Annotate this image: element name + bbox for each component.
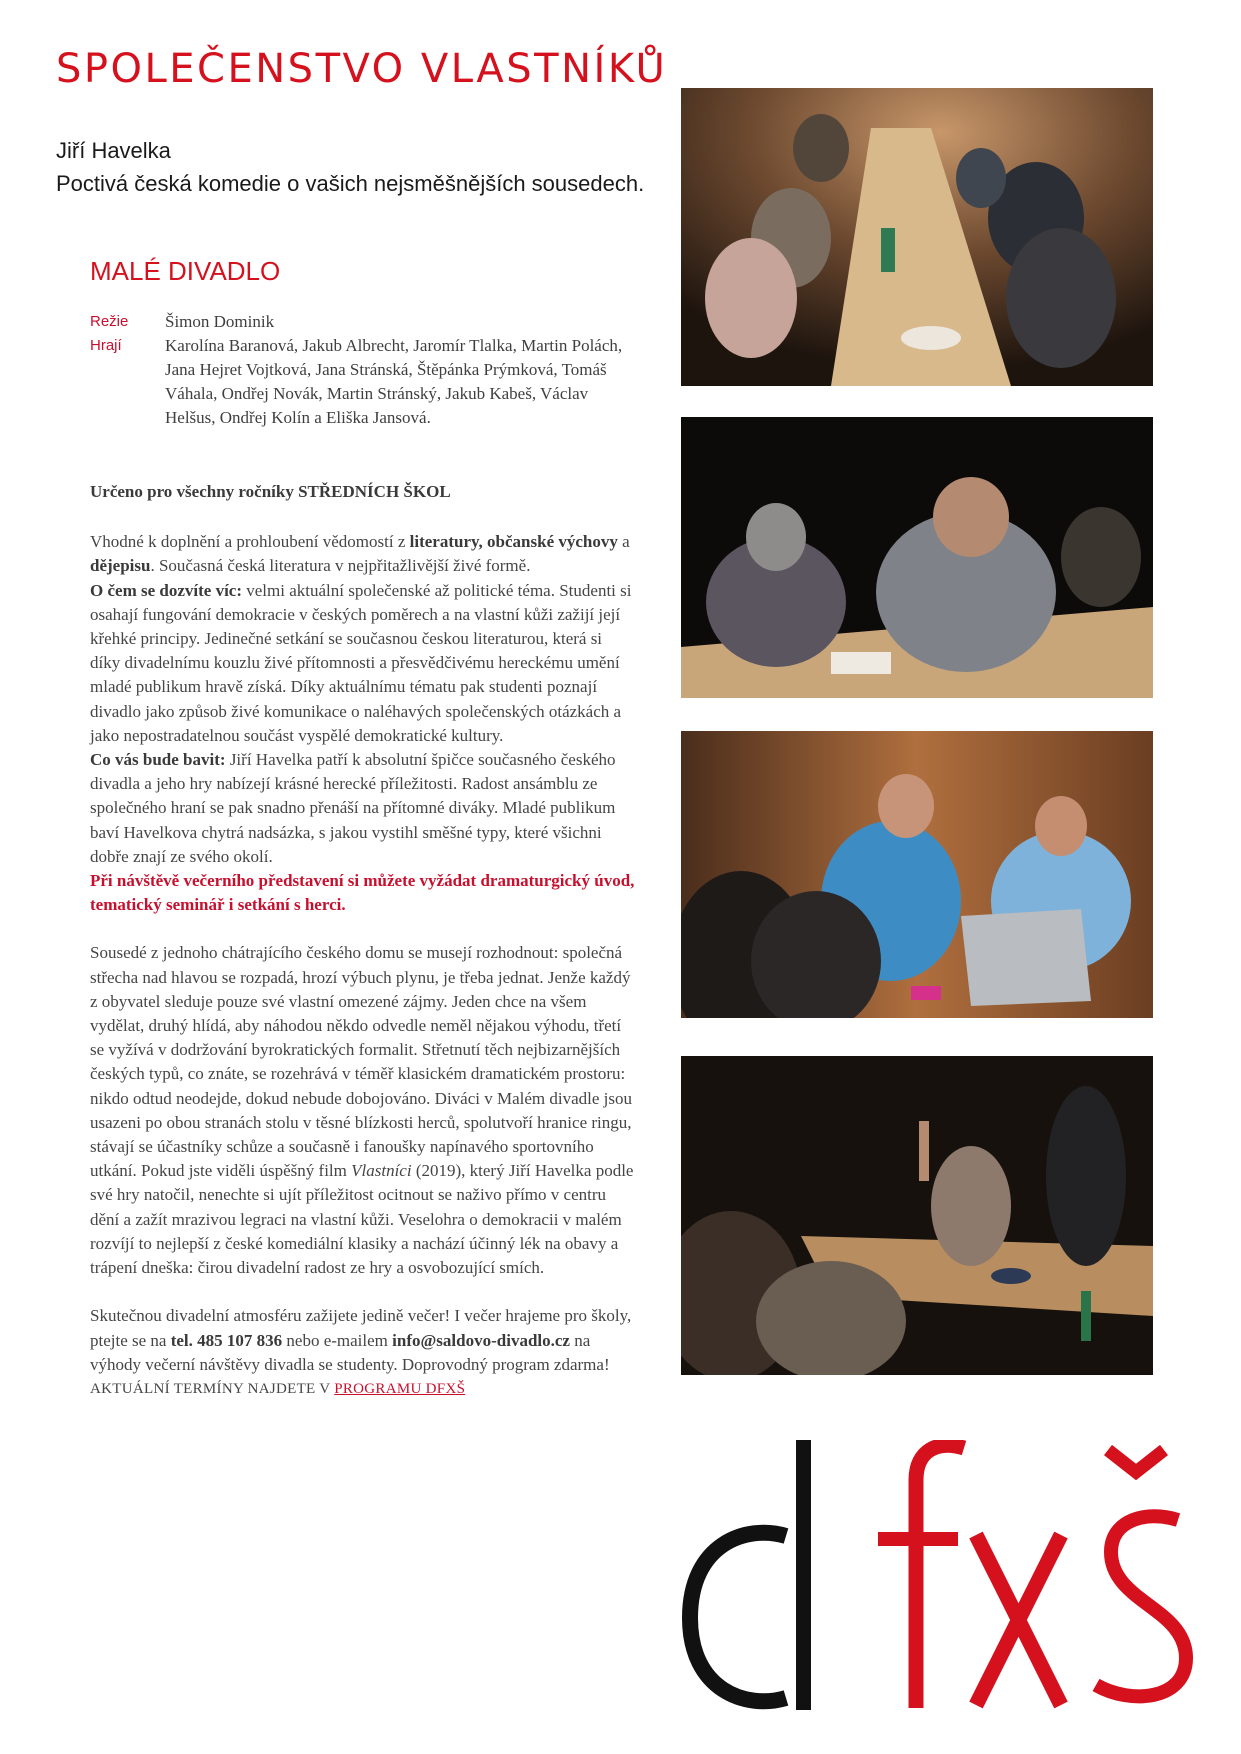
director-name: Šimon Dominik xyxy=(165,312,275,331)
credits xyxy=(90,310,630,430)
cast-list: Karolína Baranová, Jakub Albrecht, Jaromír Tlalka, Martin Polách, Jana Hejret Vojtková, Jana Stránská, Štěpánka Prýmková, Tomáš Váhala, Ondřej Novák, Martin Stránský, Jakub Kabeš, Václav Helšus, Ondřej Kolín a Eliška Jansová. xyxy=(165,336,623,427)
page-title: SPOLEČENSTVO VLASTNÍKŮ xyxy=(56,46,668,92)
fun-paragraph: Co vás bude bavit: Jiří Havelka patří k absolutní špičce současného českého divadla a jeho hry nabízejí krásné herecké příležitosti. Radost ansámblu ze společného hraní se pak snadno přenáší na přítomné diváky. Mladé publikum baví Havelkova chytrá nadsázka, s jakou vystihl směšné typy, které všichni dobře znají ze svého okolí. xyxy=(90,750,616,866)
cast-label: Hrají xyxy=(90,337,122,354)
program-link[interactable]: PROGRAMU DFXŠ xyxy=(334,1380,466,1397)
phone-number: tel. 485 107 836 xyxy=(170,1330,283,1350)
author: Jiří Havelka xyxy=(56,138,171,163)
photo-rehearsal-table xyxy=(681,88,1153,386)
email-address[interactable]: info@saldovo-divadlo.cz xyxy=(392,1330,570,1350)
article-body xyxy=(90,480,635,1401)
director-label: Režie xyxy=(90,313,129,330)
venue-heading: MALÉ DIVADLO xyxy=(90,256,281,286)
tagline: Poctivá česká komedie o vašich nejsměšnějších sousedech. xyxy=(56,171,645,196)
evening-note: Při návštěvě večerního představení si můžete vyžádat dramaturgický úvod, tematický seminář i setkání s herci. xyxy=(90,871,635,915)
audience-note: Určeno pro všechny ročníky STŘEDNÍCH ŠKOL xyxy=(90,482,451,501)
cast-row xyxy=(90,334,630,430)
photo-actor-drinking xyxy=(681,417,1153,698)
contact-paragraph: Skutečnou divadelní atmosféru zažijete jedině večer! I večer hrajeme pro školy, ptejte se na tel. 485 107 836 nebo e-mailem info@saldovo-divadlo.cz na výhody večerní návštěvy divadla se studenty. Doprovodný program zdarma! xyxy=(90,1306,632,1374)
footer-line: AKTUÁLNÍ TERMÍNY NAJDETE V PROGRAMU DFXŠ xyxy=(90,1380,466,1397)
learn-paragraph: O čem se dozvíte víc: velmi aktuální společenské až politické téma. Studenti si osahají fungování demokracie v českých poměrech a na vlastní kůži zažijí její křehké principy. Jedinečné setkání se současnou českou literaturou, která si díky divadelnímu kouzlu živé přítomnosti a přesvědčivému hereckému umění mladé publikum hravě získá. Díky aktuálnímu tématu pak studenti poznají divadlo jako způsob živé komunikace o naléhavých společenských otázkách a jako nepostradatelnou součást vyspělé demokratické kultury. xyxy=(90,580,632,745)
photo-laptop-scene xyxy=(681,731,1153,1018)
synopsis-paragraph: Sousedé z jednoho chátrajícího českého domu se musejí rozhodnout: společná střecha nad hlavou se rozpadá, hrozí výbuch plynu, je třeba jednat. Jenže každý z obyvatel sleduje pouze své vlastní omezené zájmy. Jeden chce na všem vydělat, druhý hlídá, aby náhodou někdo odvedle neměl nějakou výhodu, třetí se vyžívá v dodržování byrokratických formalit. Střetnutí těch nejbizarnějších českých typů, co znáte, se rozehrává v téměř klasickém dramatickém prostoru: nikdo odtud neodejde, dokud nebude dobojováno. Diváci v Malém divadle jsou usazeni po obou stranách stolu v těsné blízkosti herců, spolutvoří hranice ringu, stávají se účastníky schůze a současně i fanoušky napínavého sportovního utkání. Pokud jste viděli úspěšný film Vlastníci (2019), který Jiří Havelka podle své hry natočil, nenechte si ujít příležitost ocitnout se naživo přímo v centru dění a zažít mrazivou legraci na vlastní kůži. Veselohra o demokracii v malém rozvíjí to nejlepší z české komediální klasiky a nachází účinný lék na obavy a trápení dneška: čirou divadelní radost ze hry a osvobozující smích. xyxy=(90,943,634,1278)
intro-paragraph: Vhodné k doplnění a prohloubení vědomostí z literatury, občanské výchovy a dějepisu. Současná česká literatura v nejpřitažlivější živé formě. xyxy=(90,532,630,576)
photo-vote-scene xyxy=(681,1056,1153,1375)
director-row xyxy=(90,310,630,334)
dfxs-logo xyxy=(676,1440,1196,1720)
